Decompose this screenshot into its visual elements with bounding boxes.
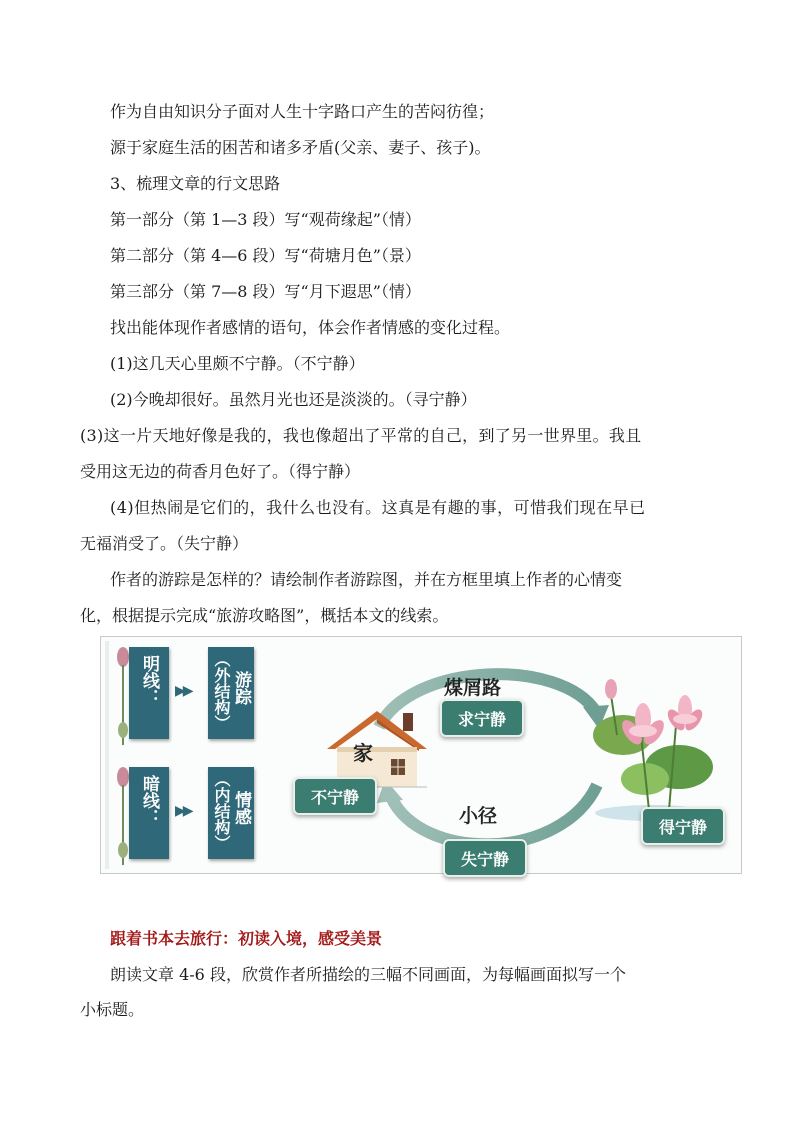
paragraph-line: 作为自由知识分子面对人生十字路口产生的苦闷彷徨； [110,102,495,121]
travel-route-diagram [100,636,742,874]
road-top-label: 煤屑路 [444,677,502,699]
home-label: 家 [353,741,373,765]
task-line: 作者的游踪是怎样的？请绘制作者游踪图，并在方框里填上作者的心情变 [110,570,623,589]
quote-line: 无福消受了。（失宁静） [80,534,249,553]
paragraph-line: 第二部分（第 4—6 段）写“荷塘月色”（景） [110,246,421,265]
quote-line: 受用这无边的荷香月色好了。（得宁静） [80,462,361,481]
lotus-flower-icon [581,675,721,825]
paragraph-line: 朗读文章 4-6 段，欣赏作者所描绘的三幅不同画面，为每幅画面拟写一个 [110,965,626,984]
paragraph-line: 第一部分（第 1—3 段）写“观荷缘起”（情） [110,210,421,229]
bright-line-label: 明线： [129,647,169,739]
quote-line: (4)但热闹是它们的，我什么也没有。这真是有趣的事，可惜我们现在早已 [110,498,646,517]
paragraph-line: 找出能体现作者感情的语句，体会作者情感的变化过程。 [110,318,511,337]
quote-line: (2)今晚却很好。虽然月光也还是淡淡的。（寻宁静） [110,390,477,409]
outer-structure-label: （外结构） 游踪 [208,647,254,739]
road-bottom-label: 小径 [459,805,498,827]
section-heading: 跟着书本去旅行：初读入境，感受美景 [110,929,383,948]
diagram-edge [105,641,109,869]
double-arrow-icon: ▶▶ [175,683,191,699]
paragraph-line: 小标题。 [80,1000,145,1019]
task-line: 化，根据提示完成“旅游攻略图”，概括本文的线索。 [80,606,449,625]
gain-calm-box[interactable]: 得宁静 [641,807,725,845]
inner-structure-label: （内结构） 情感 [208,767,254,859]
quote-line: (3)这一片天地好像是我的，我也像超出了平常的自己，到了另一世界里。我且 [80,426,642,445]
double-arrow-icon: ▶▶ [175,803,191,819]
quote-line: (1)这几天心里颇不宁静。（不宁静） [110,354,365,373]
seek-calm-box[interactable]: 求宁静 [440,699,524,737]
hidden-line-label: 暗线： [129,767,169,859]
not-calm-box[interactable]: 不宁静 [293,777,377,815]
paragraph-line: 源于家庭生活的困苦和诸多矛盾(父亲、妻子、孩子)。 [110,138,491,157]
lose-calm-box[interactable]: 失宁静 [443,839,527,877]
paragraph-line: 第三部分（第 7—8 段）写“月下遐思”（情） [110,282,421,301]
section-subheading: 3、梳理文章的行文思路 [110,174,281,193]
